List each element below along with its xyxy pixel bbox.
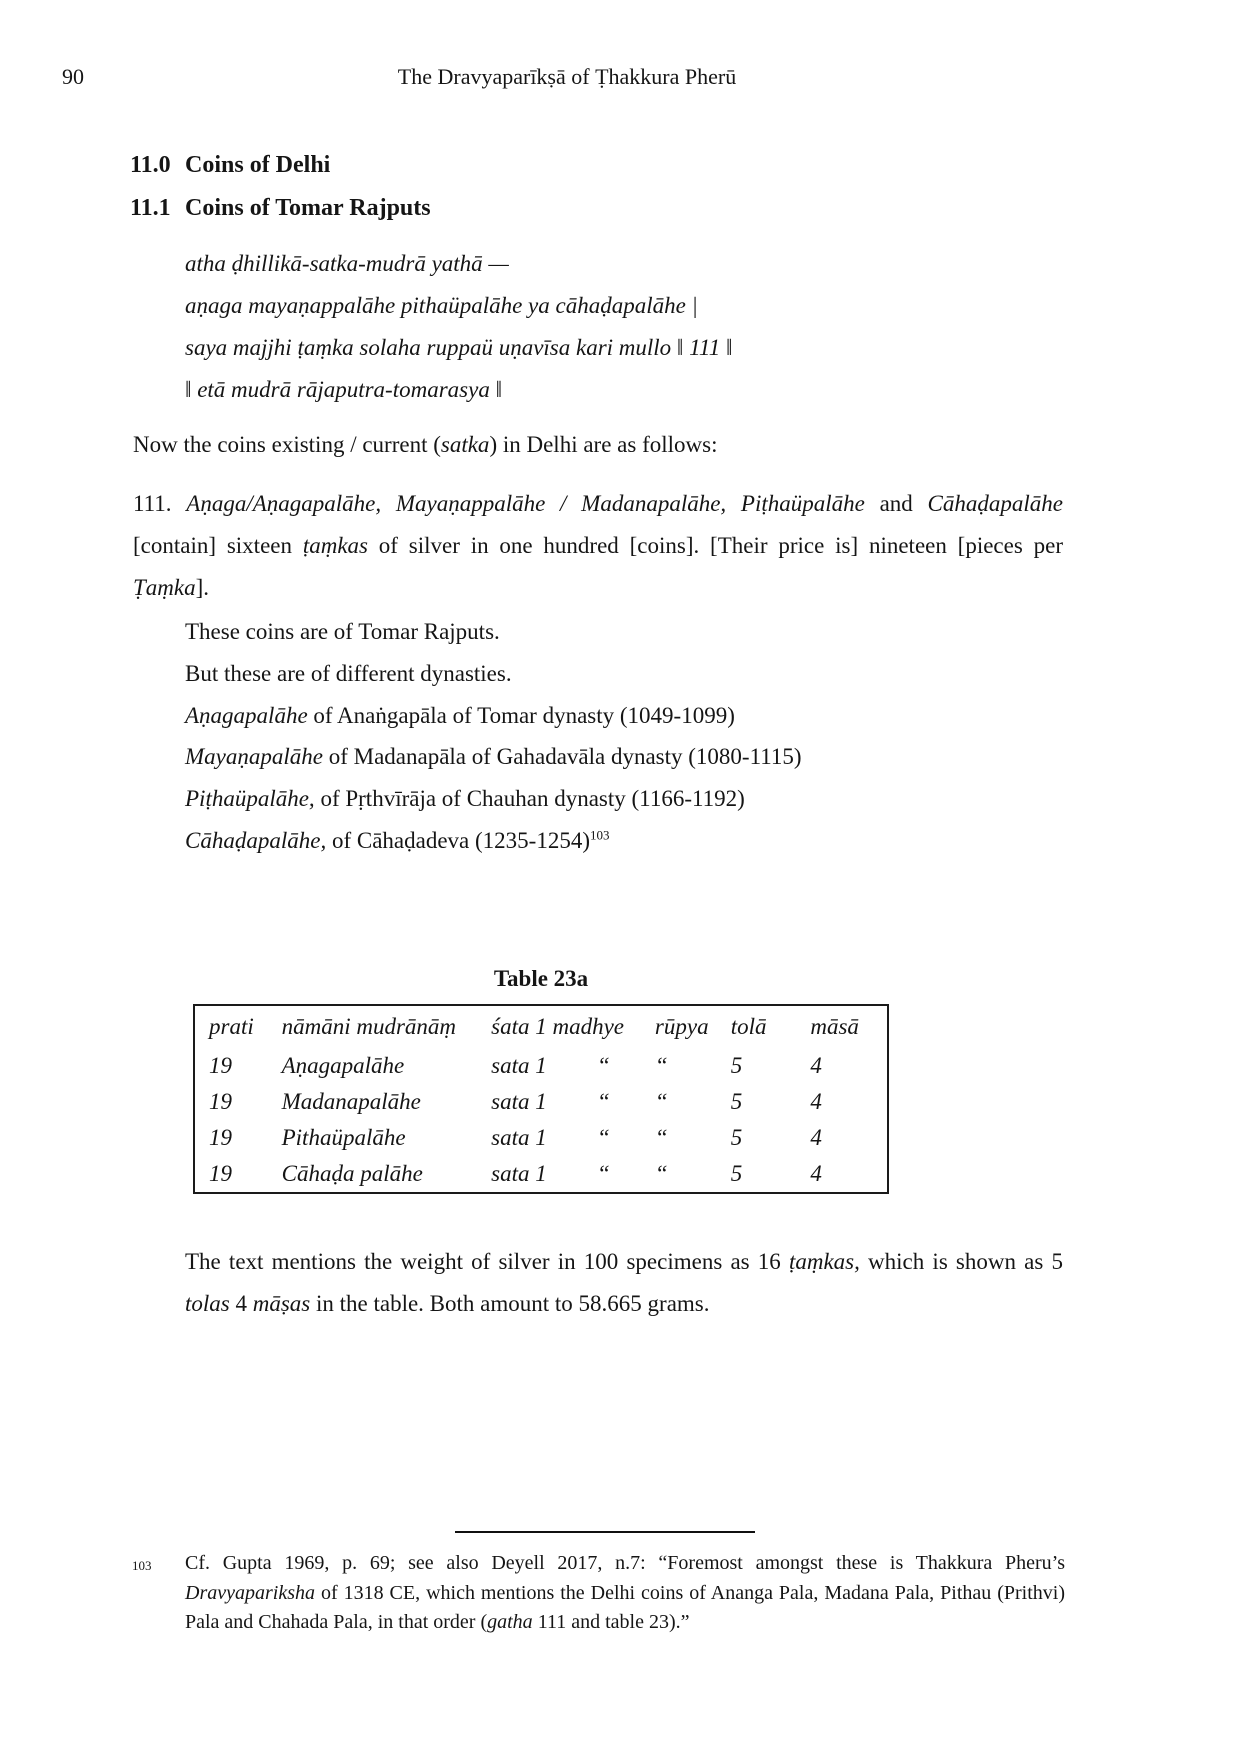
term-tolas: tolas — [185, 1291, 230, 1316]
section-number: 11.0 — [130, 152, 171, 178]
table-cell: “ — [654, 1161, 668, 1186]
verse-number: 111. — [133, 491, 187, 516]
table-cell: 4 — [810, 1089, 822, 1114]
text-segment: of Cāhaḍadeva (1235-1254) — [326, 827, 590, 853]
verse-line: saya majjhi ṭaṃka solaha ruppaü uṇavīsa kari mullo ‖ 111 ‖ — [185, 335, 733, 360]
term-gatha: gatha — [487, 1611, 533, 1633]
table-cell: 5 — [730, 1053, 743, 1078]
table-header-cell: māsā — [810, 1014, 859, 1039]
page-number: 90 — [62, 64, 84, 89]
text-segment: of Madanapāla of Gahadavāla dynasty (1080-1115) — [322, 744, 802, 770]
verse-line: ‖ etā mudrā rājaputra-tomarasya ‖ — [185, 377, 503, 402]
dynasty-line — [185, 736, 1065, 778]
table-cell: Madanapalāhe — [281, 1089, 421, 1114]
text-segment: The text mentions the weight of silver in 100 specimens as 16 — [185, 1249, 789, 1274]
coin-name: Cāhaḍapalāhe, — [185, 827, 327, 853]
table-cell: Cāhaḍa palāhe — [281, 1161, 423, 1186]
footnote-separator — [455, 1531, 755, 1533]
text-segment: of silver in one hundred [coins]. [Their price is] nineteen [pieces per — [367, 533, 1063, 558]
text-segment: Cf. Gupta 1969, p. 69; see also Deyell 2017, n.7: “Foremost amongst these is Thakkura Pheru’s — [185, 1552, 1065, 1574]
work-title: Dravyapariksha — [185, 1581, 315, 1604]
running-title: The Dravyaparīkṣā of Ṭhakkura Pherū — [397, 64, 737, 89]
term-tamkas: ṭaṃkas — [302, 533, 368, 558]
table-cell: Pithaüpalāhe — [281, 1125, 406, 1150]
verse-line: atha ḍhillikā-satka-mudrā yathā — — [185, 251, 509, 276]
section-title: Coins of Tomar Rajputs — [185, 195, 431, 221]
coin-name: Piṭhaüpalāhe, — [185, 786, 315, 812]
footnote-marker: 103 — [132, 1558, 152, 1573]
intro-paragraph — [133, 432, 1063, 458]
text-segment: Now the coins existing / current ( — [133, 432, 441, 457]
text-segment: of 1318 CE, which mentions the Delhi coins of Ananga Pala, Madana Pala, Pithau (Prithvi) Pala and Chahada Pala, in that order ( — [185, 1581, 1065, 1633]
table-cell: “ — [654, 1125, 668, 1150]
table-cell: 19 — [209, 1161, 232, 1186]
table-cell: Aṇagapalāhe — [281, 1053, 405, 1078]
section-number: 11.1 — [130, 195, 171, 221]
text-segment: which is shown as 5 — [859, 1249, 1063, 1274]
term-tamka: Ṭaṃka — [133, 575, 196, 600]
dynasty-line — [185, 695, 1065, 737]
footnote-text — [185, 1549, 1065, 1638]
text-segment: of Pṛthvīrāja of Chauhan dynasty (1166-1192) — [314, 786, 745, 812]
coin-name: Cāhaḍapalāhe — [927, 491, 1063, 516]
text-segment: and — [864, 491, 928, 516]
table-header-cell: śata 1 madhye — [491, 1014, 624, 1039]
footnote — [130, 1549, 1065, 1638]
table-cell: sata 1 — [491, 1089, 547, 1114]
table-cell: sata 1 — [491, 1161, 547, 1186]
table-cell: 4 — [810, 1161, 822, 1186]
section-heading-11-0 — [130, 152, 330, 179]
coin-name: Aṇagapalāhe — [185, 702, 308, 728]
dynasties-block — [185, 611, 1065, 862]
table-header-cell: nāmāni mudrānāṃ — [281, 1014, 457, 1039]
table-cell: 19 — [209, 1089, 232, 1114]
table-header-row — [194, 1005, 888, 1048]
coin-name: Mayaṇapalāhe — [185, 744, 323, 770]
table-cell: “ — [597, 1053, 610, 1078]
text-segment: ]. — [195, 575, 210, 600]
section-heading-11-1 — [130, 195, 431, 222]
term-masas: māṣas — [252, 1291, 311, 1316]
text-segment: in the table. Both amount to 58.665 grams. — [310, 1291, 710, 1316]
text-segment: 4 — [229, 1291, 253, 1316]
table-cell: sata 1 — [491, 1125, 547, 1150]
term-satka: satka — [440, 432, 490, 457]
text-segment: 111 and table 23).” — [532, 1611, 690, 1633]
coins-table — [193, 1004, 889, 1194]
table-row — [194, 1156, 888, 1193]
table-cell: “ — [597, 1161, 610, 1186]
table-cell: “ — [654, 1089, 668, 1114]
table-cell: “ — [597, 1125, 610, 1150]
verse-line: aṇaga mayaṇappalāhe pithaüpalāhe ya cāhaḍapalāhe | — [185, 293, 698, 318]
table-row — [194, 1120, 888, 1156]
table-header-cell: tolā — [730, 1014, 767, 1039]
table-cell: sata 1 — [491, 1053, 547, 1078]
table-cell: 4 — [810, 1053, 822, 1078]
dynasty-line: But these are of different dynasties. — [185, 660, 512, 686]
table-cell: “ — [597, 1089, 610, 1114]
dynasty-line — [185, 778, 1065, 820]
table-header-cell: prati — [209, 1014, 254, 1039]
table-cell: 5 — [730, 1089, 743, 1114]
table-cell: 19 — [209, 1053, 232, 1078]
table-cell: “ — [654, 1053, 668, 1078]
table-cell: 4 — [810, 1125, 822, 1150]
table-cell: 5 — [730, 1161, 743, 1186]
table-cell: 19 — [209, 1125, 232, 1150]
term-tamkas: ṭaṃkas, — [788, 1249, 860, 1274]
text-segment: [contain] sixteen — [133, 533, 303, 558]
weight-paragraph — [185, 1241, 1063, 1325]
table-title: Table 23a — [493, 966, 589, 991]
footnote-reference: 103 — [589, 827, 610, 843]
coin-names: Aṇaga/Aṇagapalāhe, Mayaṇappalāhe / Madanapalāhe, Piṭhaüpalāhe — [186, 491, 865, 516]
table-row — [194, 1048, 888, 1084]
table-row — [194, 1084, 888, 1120]
dynasty-line — [185, 820, 1065, 862]
dynasty-line: These coins are of Tomar Rajputs. — [185, 619, 500, 644]
verse-block — [185, 243, 732, 411]
text-segment: ) in Delhi are as follows: — [489, 432, 718, 457]
table-cell: 5 — [730, 1125, 743, 1150]
section-title: Coins of Delhi — [185, 152, 331, 178]
text-segment: of Anaṅgapāla of Tomar dynasty (1049-1099) — [307, 702, 735, 728]
table-header-cell: rūpya — [654, 1014, 709, 1039]
paragraph-111 — [133, 483, 1063, 609]
